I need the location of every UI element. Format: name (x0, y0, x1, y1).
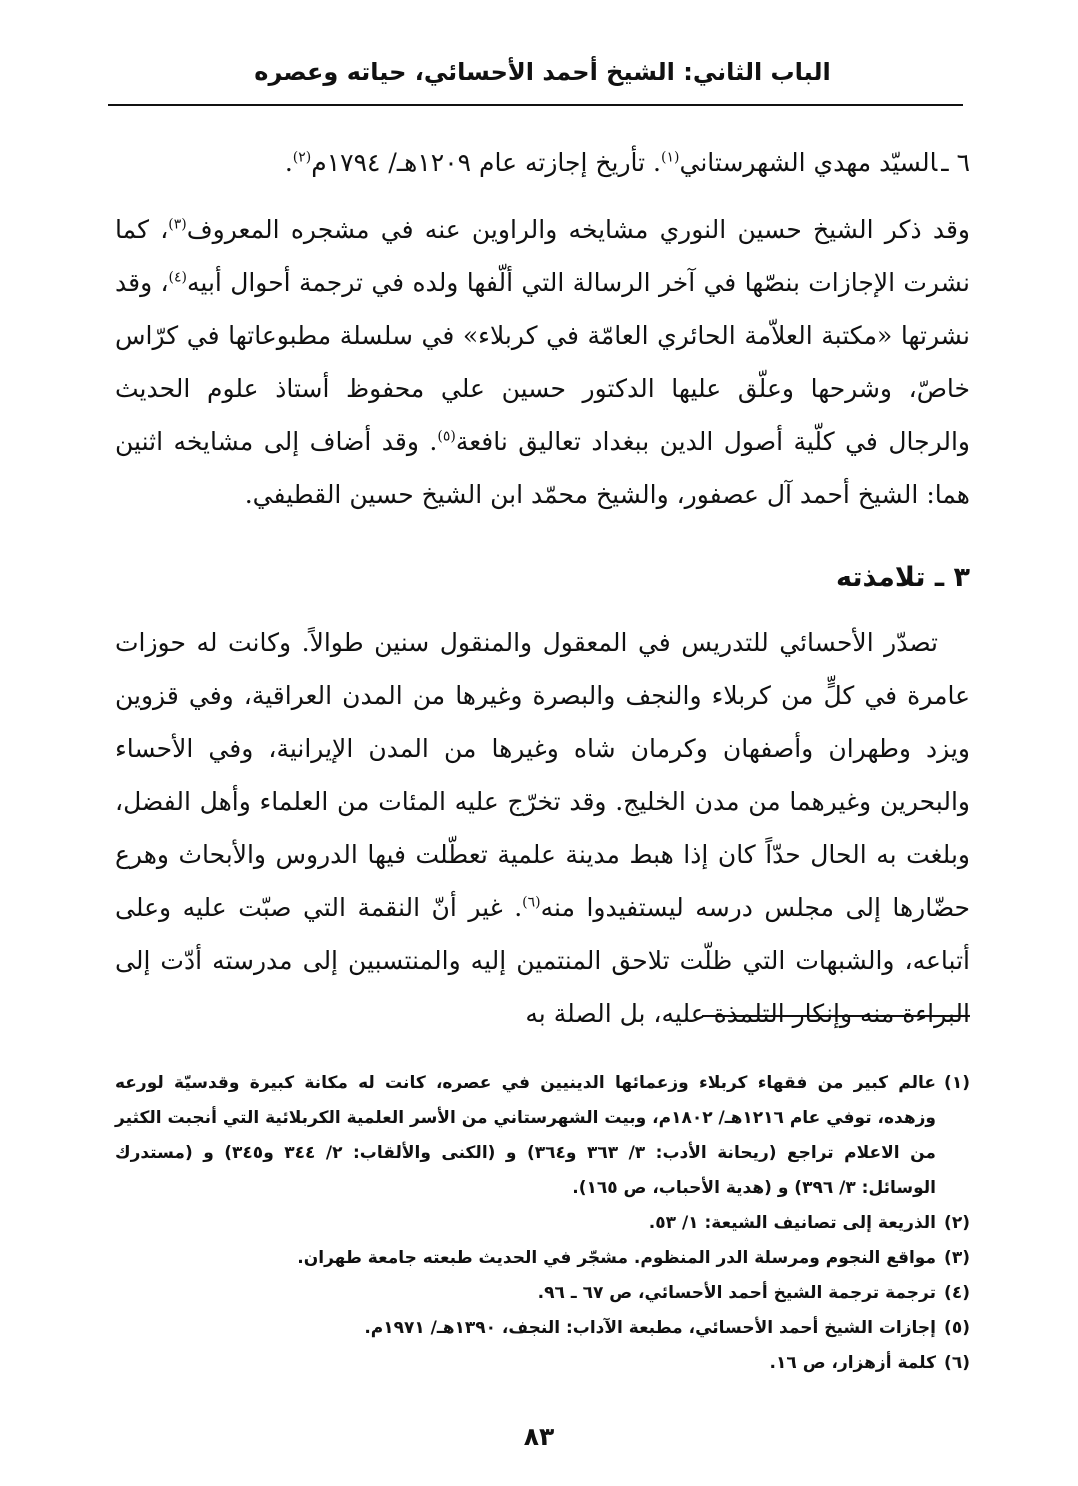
para1-text-1: وقد ذكر الشيخ حسين النوري مشايخه والراوين عنه في مشجره المعروف (186, 215, 970, 244)
header-divider (108, 104, 963, 106)
list-item-6 (115, 138, 970, 188)
para1-text-3: ، وقد نشرتها «مكتبة العلاّمة الحائري العامّة في كربلاء» في سلسلة مطبوعاتها في كرّاس خاصّ، وشرحها وعلّق عليها الدكتور حسين علي محفوظ أستاذ علوم الحديث والرجال في كلّية أصول الدين ببغداد تعاليق نافعة (115, 268, 970, 456)
para1-text-2: ، كما نشرت الإجازات بنصّها في آخر الرسالة التي ألّفها ولده في ترجمة أحوال أبيه (115, 215, 970, 297)
footnote-number: (١) (944, 1073, 970, 1093)
para1-text-4: . وقد أضاف إلى مشايخه اثنين هما: الشيخ أحمد آل عصفور، والشيخ محمّد ابن الشيخ حسين القطيفي. (115, 427, 970, 509)
footnote-number: (٥) (944, 1318, 970, 1338)
footnote-ref-2[interactable]: (٢) (292, 149, 312, 166)
footnote-ref-4[interactable]: (٤) (168, 269, 188, 286)
paragraph-sheikhs (115, 203, 970, 521)
item-text-a: السيّد مهدي الشهرستاني (679, 148, 938, 177)
footnote (115, 1241, 970, 1276)
footnote-text: كلمة أزهزار، ص ١٦. (769, 1353, 936, 1373)
footnote-number: (٦) (944, 1353, 970, 1373)
para2-text-2: . غير أنّ النقمة التي صبّت عليه وعلى أتباعه، والشبهات التي ظلّت تلاحق المنتمين إليه والمنتسبين إلى مدرسته أدّت إلى البراءة منه وإنكار التلمذة عليه، بل الصلة به (115, 893, 970, 1028)
footnote-text: مواقع النجوم ومرسلة الدر المنظوم. مشجّر في الحديث طبعته جامعة طهران. (297, 1248, 936, 1268)
footnote (115, 1276, 970, 1311)
footnote-text: عالم كبير من فقهاء كربلاء وزعمائها الدينيين في عصره، كانت له مكانة كبيرة وقدسيّة لورعه وزهده، توفي عام ١٢١٦هـ/ ١٨٠٢م، وبيت الشهرستاني من الأسر العلمية الكربلائية التي أنجبت الكثير من الاعلام تراجع (ريحانة الأدب: ٣/ ٣٦٣ و٣٦٤) و (الكنى والألقاب: ٢/ ٣٤٤ و٣٤٥) و (مستدرك الوسائل: ٣/ ٣٩٦) و (هدية الأحباب، ص ١٦٥). (115, 1073, 936, 1198)
footnote (115, 1066, 970, 1206)
footnote-ref-1[interactable]: (١) (661, 149, 680, 166)
para2-text-1: تصدّر الأحسائي للتدريس في المعقول والمنقول سنين طوالاً. وكانت له حوزات عامرة في كلٍّ من كربلاء والنجف والبصرة وغيرها من المدن العراقية، وفي قزوين ويزد وطهران وأصفهان وكرمان شاه وغيرها من المدن الإيرانية، وفي الأحساء والبحرين وغيرهما من مدن الخليج. وقد تخرّج عليه المئات من العلماء وأهل الفضل، وبلغت به الحال حدّاً كان إذا هبط مدينة علمية تعطّلت فيها الدروس والأبحاث وهرع حضّارها إلى مجلس درسه ليستفيدوا منه (115, 628, 970, 922)
footnote-ref-5[interactable]: (٥) (437, 428, 456, 445)
footnote (115, 1311, 970, 1346)
footnotes (115, 1066, 970, 1381)
running-header: الباب الثاني: الشيخ أحمد الأحسائي، حياته وعصره (254, 58, 831, 86)
paragraph-students (115, 616, 970, 1040)
footnote-ref-6[interactable]: (٦) (522, 894, 541, 911)
footnote-number: (٢) (944, 1213, 970, 1233)
page-number: ٨٣ (523, 1422, 555, 1451)
item-end: . (284, 148, 293, 177)
footnote-number: (٤) (944, 1283, 970, 1303)
item-text-b: . تأريخ إجازته عام ١٢٠٩هـ/ ١٧٩٤م (311, 148, 662, 177)
footnote (115, 1346, 970, 1381)
footnote-ref-3[interactable]: (٣) (168, 216, 187, 233)
footnote-text: الذريعة إلى تصانيف الشيعة: ١/ ٥٣. (648, 1213, 936, 1233)
footnote-text: ترجمة ترجمة الشيخ أحمد الأحسائي، ص ٦٧ ـ ٩٦. (537, 1283, 936, 1303)
item-number: ٦ ـ (941, 148, 970, 177)
footnote-divider (702, 1015, 970, 1017)
section-heading: ٣ ـ تلامذته (836, 562, 970, 593)
footnote-text: إجازات الشيخ أحمد الأحسائي، مطبعة الآداب: النجف، ١٣٩٠هـ/ ١٩٧١م. (364, 1318, 936, 1338)
footnote (115, 1206, 970, 1241)
footnote-number: (٣) (944, 1248, 970, 1268)
